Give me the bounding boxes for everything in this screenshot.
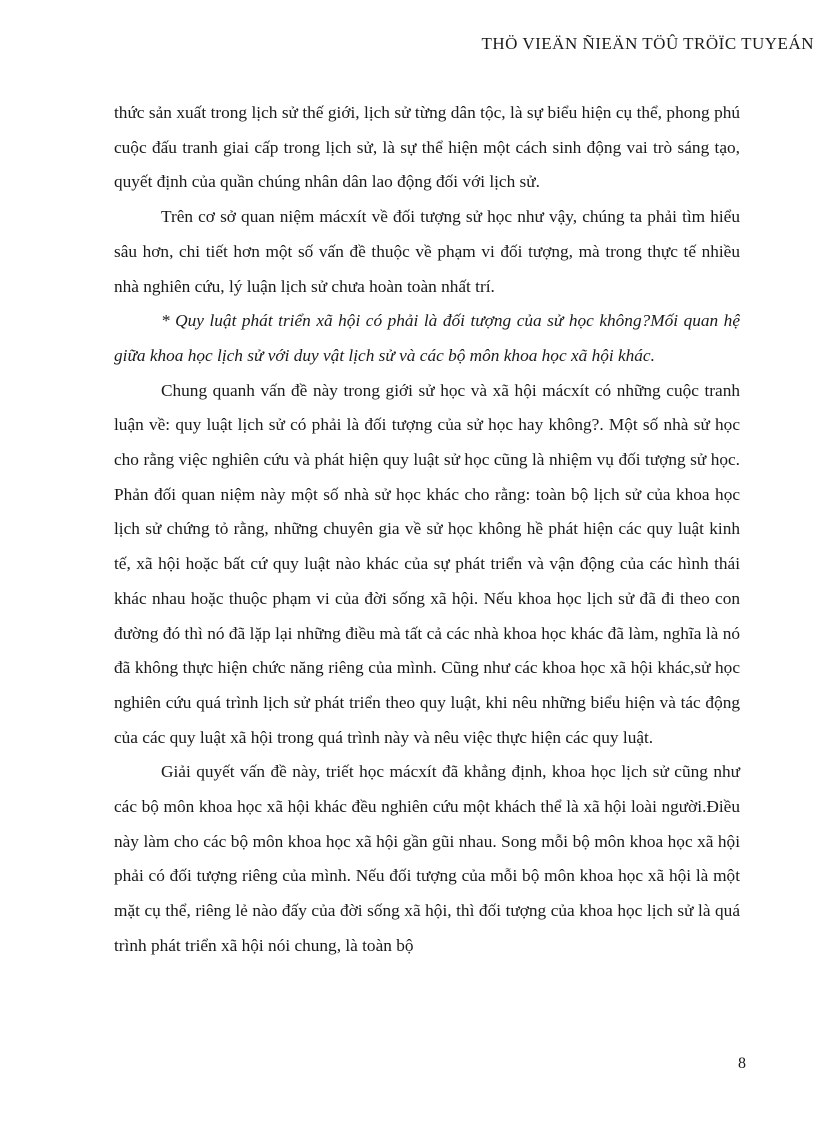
body-text <box>114 96 740 964</box>
section-heading: * Quy luật phát triển xã hội có phải là đối tượng của sử học không?Mối quan hệ giữa khoa học lịch sử với duy vật lịch sử và các bộ môn khoa học xã hội khác. <box>114 311 740 365</box>
paragraph: Trên cơ sở quan niệm mácxít về đối tượng sử học như vậy, chúng ta phải tìm hiểu sâu hơn, chi tiết hơn một số vấn đề thuộc về phạm vi đối tượng, mà trong thực tế nhiều nhà nghiên cứu, lý luận lịch sử chưa hoàn toàn nhất trí. <box>114 207 740 296</box>
paragraph-continuation: thức sản xuất trong lịch sử thế giới, lịch sử từng dân tộc, là sự biểu hiện cụ thể, phong phú cuộc đấu tranh giai cấp trong lịch sử, là sự thể hiện một cách sinh động vai trò sáng tạo, quyết định của quần chúng nhân dân lao động đối với lịch sử. <box>114 103 740 192</box>
page-number: 8 <box>738 1055 746 1072</box>
page-header: THÖ VIEÄN ÑIEÄN TÖÛ TRÖÏC TUYEÁN <box>481 34 814 53</box>
paragraph: Chung quanh vấn đề này trong giới sử học và xã hội mácxít có những cuộc tranh luận về: quy luật lịch sử có phải là đối tượng của sử học hay không?. Một số nhà sử học cho rằng việc nghiên cứu và phát hiện quy luật sử học cũng là nhiệm vụ đối tượng sử học. Phản đối quan niệm này một số nhà sử học khác cho rằng: toàn bộ lịch sử của khoa học lịch sử chứng tỏ rằng, những chuyên gia về sử học không hề phát hiện các quy luật kinh tế, xã hội hoặc bất cứ quy luật nào khác của sự phát triển và vận động của các hình thái khác nhau hoặc thuộc phạm vi của đời sống xã hội. Nếu khoa học lịch sử đã đi theo con đường đó thì nó đã lặp lại những điều mà tất cả các nhà khoa học khác đã làm, nghĩa là nó đã không thực hiện chức năng riêng của mình. Cũng như các khoa học xã hội khác,sử học nghiên cứu quá trình lịch sử phát triển theo quy luật, khi nêu những biểu hiện và tác động của các quy luật xã hội trong quá trình này và nêu việc thực hiện các quy luật. <box>114 380 740 747</box>
paragraph: Giải quyết vấn đề này, triết học mácxít đã khẳng định, khoa học lịch sử cũng như các bộ môn khoa học xã hội khác đều nghiên cứu một khách thể là xã hội loài người.Điều này làm cho các bộ môn khoa học xã hội gần gũi nhau. Song mỗi bộ môn khoa học xã hội phải có đối tượng riêng của mình. Nếu đối tượng của mỗi bộ môn khoa học xã hội là một mặt cụ thể, riêng lẻ nào đấy của đời sống xã hội, thì đối tượng của khoa học lịch sử là quá trình phát triển xã hội nói chung, là toàn bộ <box>114 762 740 955</box>
